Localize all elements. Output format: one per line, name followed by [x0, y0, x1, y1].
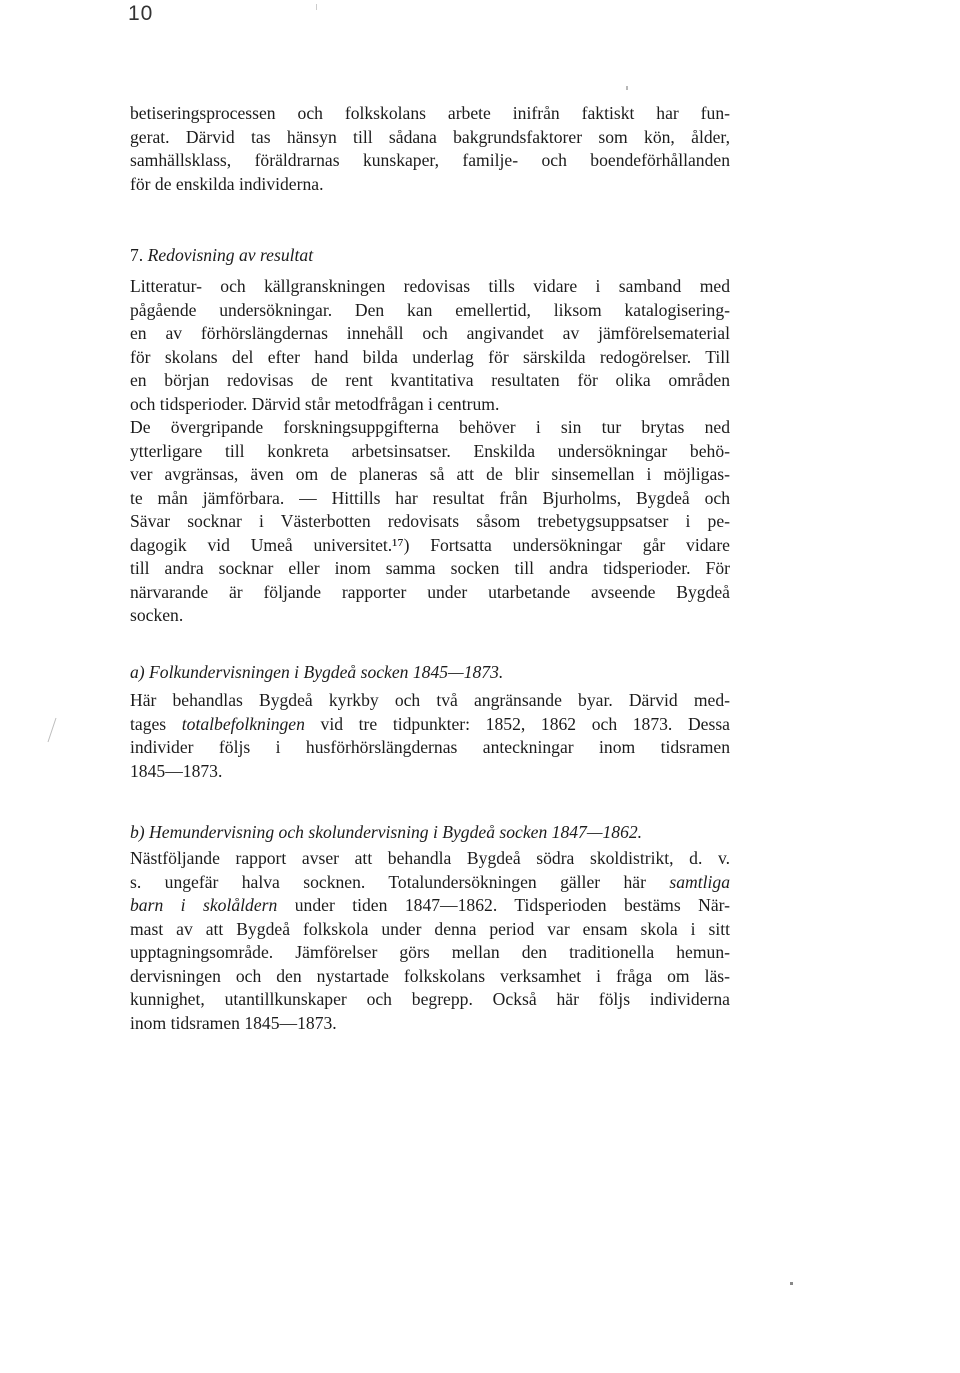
emphasis-text: samtliga — [669, 871, 730, 892]
text-line: pågående undersökningar. Den kan emellertid, liksom katalogisering- — [130, 299, 730, 320]
emphasis-text: barn i skolåldern — [130, 895, 278, 915]
text-line: för skolans del efter hand bilda underlag för särskilda redogörelser. Till — [130, 346, 730, 367]
section-title: Redovisning av resultat — [147, 245, 314, 265]
text-line: Litteratur- och källgranskningen redovisas tills vidare i samband med — [130, 276, 730, 296]
text-line: för de enskilda individerna. — [130, 173, 324, 194]
text-line: upptagningsområde. Jämförelser görs mellan den traditionella hemun- — [130, 942, 730, 962]
text-line: mast av att Bygdeå folkskola under denna period var ensam skola i sitt — [130, 918, 730, 939]
text-line: och tidsperioder. Därvid står metodfrågan i centrum. — [130, 393, 500, 414]
emphasis-text: totalbefolkningen — [181, 713, 305, 734]
section-number: 7. — [130, 245, 144, 265]
subsection-heading: a) Folkundervisningen i Bygdeå socken 1845—1873. — [130, 662, 504, 682]
text-segment: s. ungefär halva socknen. Totalundersökningen gäller här — [130, 871, 670, 892]
text-line: Här behandlas Bygdeå kyrkby och två angränsande byar. Därvid med- — [130, 690, 730, 710]
text-line: dagogik vid Umeå universitet.¹⁷) Fortsatta undersökningar går vidare — [130, 534, 730, 555]
text-line: ytterligare till konkreta arbetsinsatser. Enskilda undersökningar behö- — [130, 440, 730, 461]
text-line: ver avgränsas, även om de planeras så att de blir sinsemellan i möjligas- — [130, 464, 730, 484]
text-line: till andra socknar eller inom samma socken till andra tidsperioder. För — [130, 558, 730, 578]
subsection-heading: b) Hemundervisning och skolundervisning i Bygdeå socken 1847—1862. — [130, 822, 643, 842]
text-line: individer följs i husförhörslängdernas anteckningar inom tidsramen — [130, 737, 730, 757]
text-line: en av förhörslängdernas innehåll och angivandet av jämförelsematerial — [130, 323, 730, 343]
text-line: Sävar socknar i Västerbotten redovisats såsom trebetygsuppsatser i pe- — [130, 511, 730, 531]
text-line: De övergripande forskningsuppgifterna behöver i sin tur brytas ned — [130, 417, 730, 437]
text-line: socken. — [130, 605, 184, 625]
text-line: en början redovisas de rent kvantitativa resultaten för olika områden — [130, 370, 730, 390]
text-line: gerat. Därvid tas hänsyn till sådana bakgrundsfaktorer som kön, ålder, — [130, 126, 730, 147]
text-line: betiseringsprocessen och folkskolans arbete inifrån faktiskt har fun- — [130, 103, 730, 123]
text-line: Nästföljande rapport avser att behandla Bygdeå södra skoldistrikt, d. v. — [130, 848, 730, 868]
page-number: 10 — [128, 2, 154, 25]
text-line: kunnighet, utantillkunskaper och begrepp. Också här följs individerna — [130, 989, 730, 1009]
text-segment: under tiden 1847—1862. Tidsperioden bestäms När- — [277, 895, 731, 915]
text-line: 1845—1873. — [130, 760, 223, 781]
text-segment: vid tre tidpunkter: 1852, 1862 och 1873. Dessa — [304, 713, 730, 734]
text-line: närvarande är följande rapporter under utarbetande avseende Bygdeå — [130, 581, 730, 602]
text-line: dervisningen och den nystartade folkskolans verksamhet i fråga om läs- — [130, 965, 730, 986]
text-line: samhällsklass, föräldrarnas kunskaper, familje- och boendeförhållanden — [130, 150, 730, 170]
scan-stroke-line — [48, 718, 56, 742]
text-line: inom tidsramen 1845—1873. — [130, 1012, 337, 1033]
text-segment: tages — [130, 713, 182, 734]
text-line: te mån jämförbara. — Hittills har resultat från Bjurholms, Bygdeå och — [130, 487, 730, 508]
